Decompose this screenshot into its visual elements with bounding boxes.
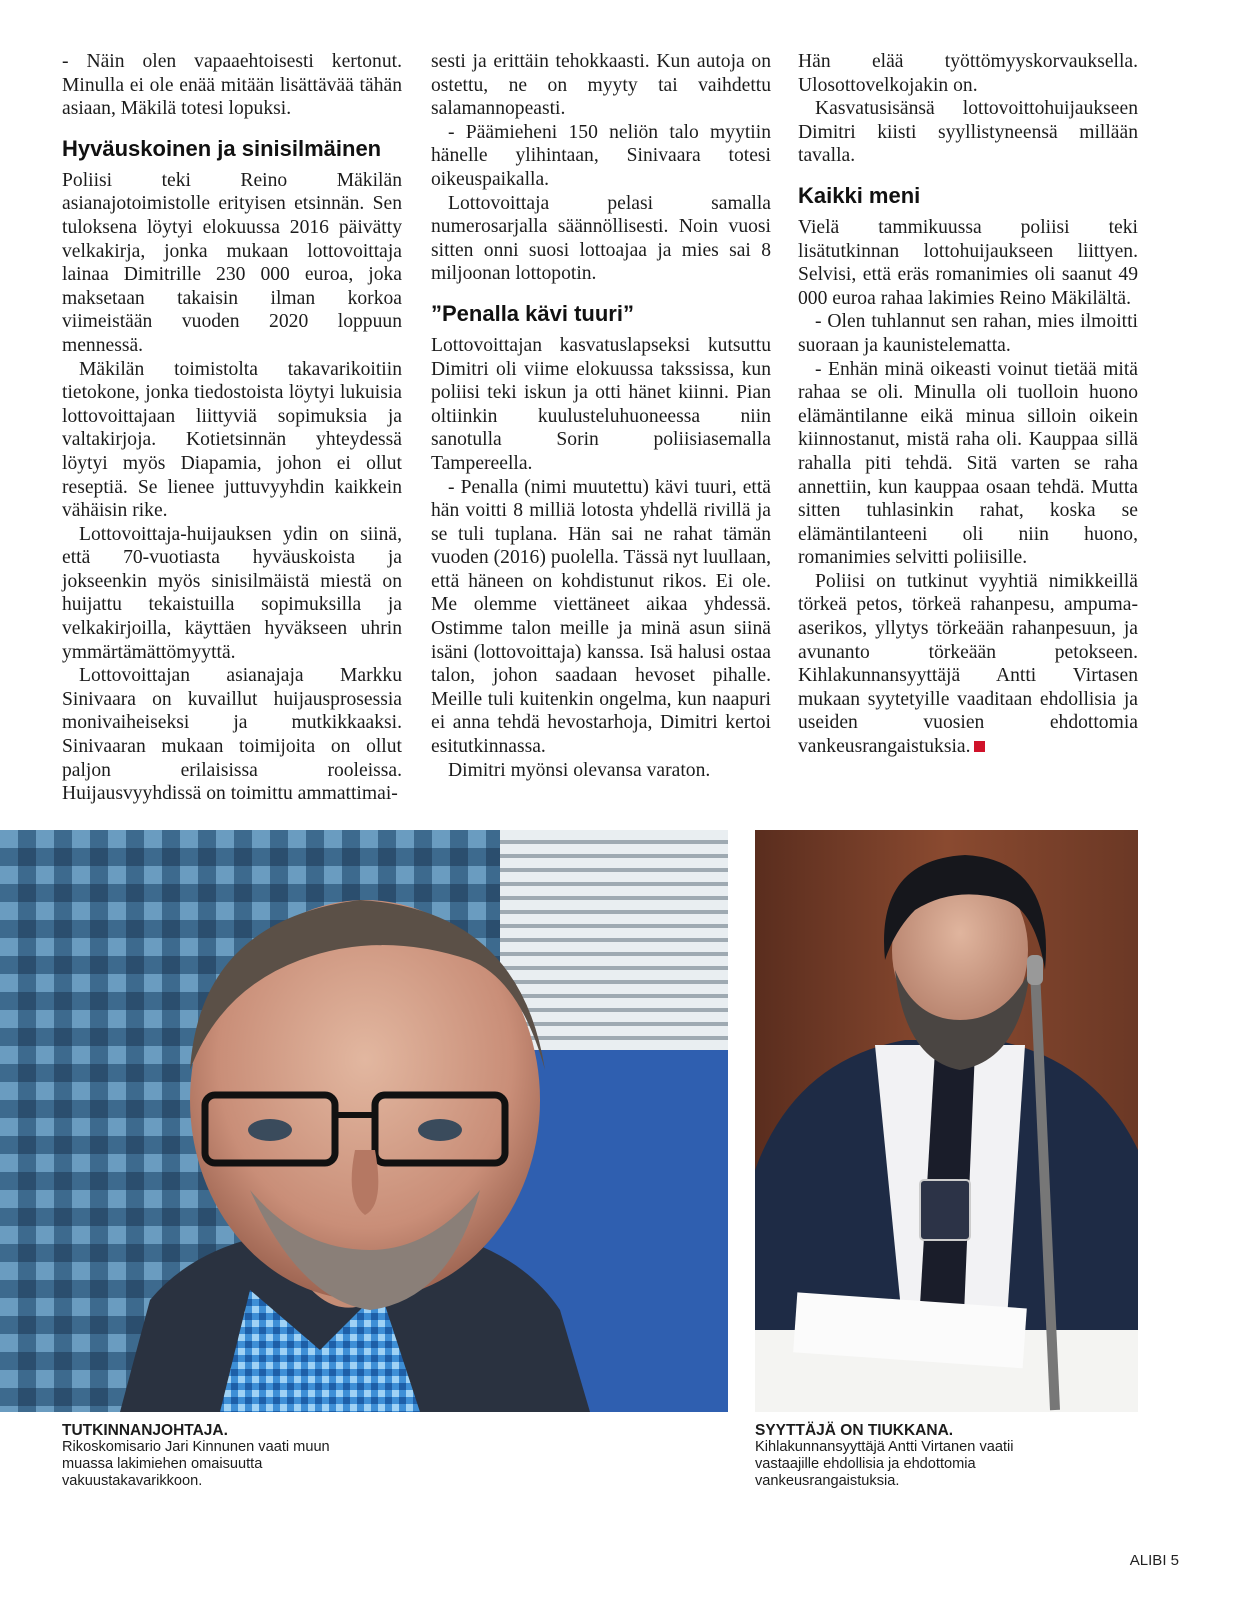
caption-prosecutor [755, 1422, 1055, 1490]
paragraph: - Enhän minä oikeasti voinut tietää mitä rahaa se oli. Minulla oli tuolloin huono elämäntilanne eikä minua silloin oikein kiinnostanut, mistä raha oli. Kauppaa sillä rahalla piti tehdä. Sitä varten se raha annettiin, kun kauppaa osaan tehdä. Mutta sitten tuhlasinkin rahat, koska se elämäntilanteeni oli niin huono, romanimies selvitti poliisille. [798, 358, 1138, 569]
photo-prosecutor [755, 830, 1138, 1412]
paragraph: - Päämieheni 150 neliön talo myytiin hänelle ylihintaan, Sinivaara totesi oikeuspaikalla. [431, 121, 771, 190]
article-column-3 [798, 50, 1138, 759]
subheading-hyvauskoinen: Hyväuskoinen ja sinisilmäinen [62, 135, 382, 161]
end-mark-icon [974, 741, 985, 752]
photo-investigator [0, 830, 728, 1412]
paragraph-text: Poliisi on tutkinut vyyhtiä nimikkeillä törkeä petos, törkeä rahanpesu, ampuma-aserikos, yllytys törkeään rahanpesuun, ja avunanto törkeään petokseen. Kihlakunnansyyttäjä Antti Virtasen mukaan syytetyille vaaditaan ehdollisia ja useiden vuosien ehdottomia vankeusrangaistuksia. [798, 570, 1138, 758]
paragraph: - Näin olen vapaaehtoisesti kertonut. Minulla ei ole enää mitään lisättävää tähän asiaan, Mäkilä totesi lopuksi. [62, 51, 402, 120]
paragraph: Kasvatusisänsä lottovoittohuijaukseen Dimitri kiisti syyllistyneensä millään tavalla. [798, 98, 1138, 167]
prosecutor-illustration [755, 830, 1138, 1412]
paragraph: Lottovoittajan asianajaja Markku Sinivaara on kuvaillut huijausprosessia monivaiheiseksi ja mutkikkaaksi. Sinivaaran mukaan toimijoita on ollut paljon erilaisissa rooleissa. Huijausvyyhdissä on toimittu ammattimai- [62, 665, 402, 805]
caption-text: Rikoskomisario Jari Kinnunen vaati muun muassa lakimiehen omaisuutta vakuustakavarikkoon. [62, 1439, 330, 1489]
paragraph: - Olen tuhlannut sen rahan, mies ilmoitti suoraan ja kaunistelematta. [798, 311, 1138, 356]
article-column-2 [431, 50, 771, 782]
paragraph: Dimitri myönsi olevansa varaton. [448, 759, 711, 781]
paragraph: Hän elää työttömyyskorvauksella. Ulosottovelkojakin on. [798, 51, 1138, 96]
paragraph: Mäkilän toimistolta takavarikoitiin tietokone, jonka tiedostoista löytyi lukuisia lottovoittajaan liittyviä sopimuksia ja valtakirjoja. Kotietsinnän yhteydessä löytyi myös Diapamia, johon ei ollut reseptiä. Se lienee juttuvyyhdin kaikkein vähäisin rike. [62, 358, 402, 522]
caption-title: TUTKINNANJOHTAJA. [62, 1422, 228, 1439]
paragraph: Poliisi teki Reino Mäkilän asianajotoimistolle erityisen etsinnän. Sen tuloksena löytyi elokuussa 2016 päivätty velkakirja, jonka mukaan lottovoittaja lainaa Dimitrille 230 000 euroa, joka maksetaan takaisin ilman korkoa viimeistään vuoden 2020 loppuun mennessä. [62, 169, 402, 356]
paragraph [798, 570, 1138, 759]
paragraph: Lottovoittaja pelasi samalla numerosarjalla säännöllisesti. Noin vuosi sitten onni suosi lottoajaa ja mies sai 8 miljoonan lottopotin. [431, 192, 771, 285]
paragraph: - Penalla (nimi muutettu) kävi tuuri, että hän voitti 8 milliä lotosta yhdellä rivillä ja se tuli tuplana. Hän sai ne rahat tämän vuoden (2016) puolella. Tässä nyt luullaan, että häneen on kohdistunut rikos. Ei ole. Me olemme viettäneet aikaa yhdessä. Ostimme talon meille ja minä asun siinä isäni (lottovoittaja) kanssa. Isä halusi ostaa talon, johon saadaan hevoset pihalle. Meille tuli kuitenkin ongelma, kun naapuri ei anna tehdä hevostarhoja, Dimitri kertoi esitutkinnassa. [431, 476, 771, 758]
page-folio: ALIBI 5 [1129, 1552, 1179, 1569]
paragraph: Lottovoittajan kasvatuslapseksi kutsuttu Dimitri oli viime elokuussa takssissa, kun poliisi teki iskun ja otti hänet kiinni. Pian oltiinkin kuulusteluhuoneessa niin sanotulla Sorin poliisiasemalla Tampereella. [431, 334, 771, 474]
article-column-1 [62, 50, 402, 806]
caption-investigator [62, 1422, 382, 1490]
portrait-illustration [0, 830, 728, 1412]
paragraph: Vielä tammikuussa poliisi teki lisätutkinnan lottohuijaukseen liittyen. Selvisi, että eräs romanimies oli saanut 49 000 euroa rahaa lakimies Reino Mäkilältä. [798, 216, 1138, 309]
caption-text: Kihlakunnansyyttäjä Antti Virtanen vaatii vastaajille ehdollisia ja ehdottomia vankeusrangaistuksia. [755, 1439, 1014, 1489]
caption-title: SYYTTÄJÄ ON TIUKKANA. [755, 1422, 954, 1439]
paragraph: Lottovoittaja-huijauksen ydin on siinä, että 70-vuotiasta hyväuskoista ja jokseenkin myös sinisilmäistä miestä on huijattu tekaistuilla sopimuksilla ja velkakirjoilla, käyttäen hyväkseen uhrin ymmärtämättömyyttä. [62, 523, 402, 663]
subheading-penalla: ”Penalla kävi tuuri” [431, 300, 634, 326]
subheading-kaikki-meni: Kaikki meni [798, 182, 921, 208]
paragraph: sesti ja erittäin tehokkaasti. Kun autoja on ostettu, ne on myyty tai vaihdettu salamannopeasti. [431, 51, 771, 120]
